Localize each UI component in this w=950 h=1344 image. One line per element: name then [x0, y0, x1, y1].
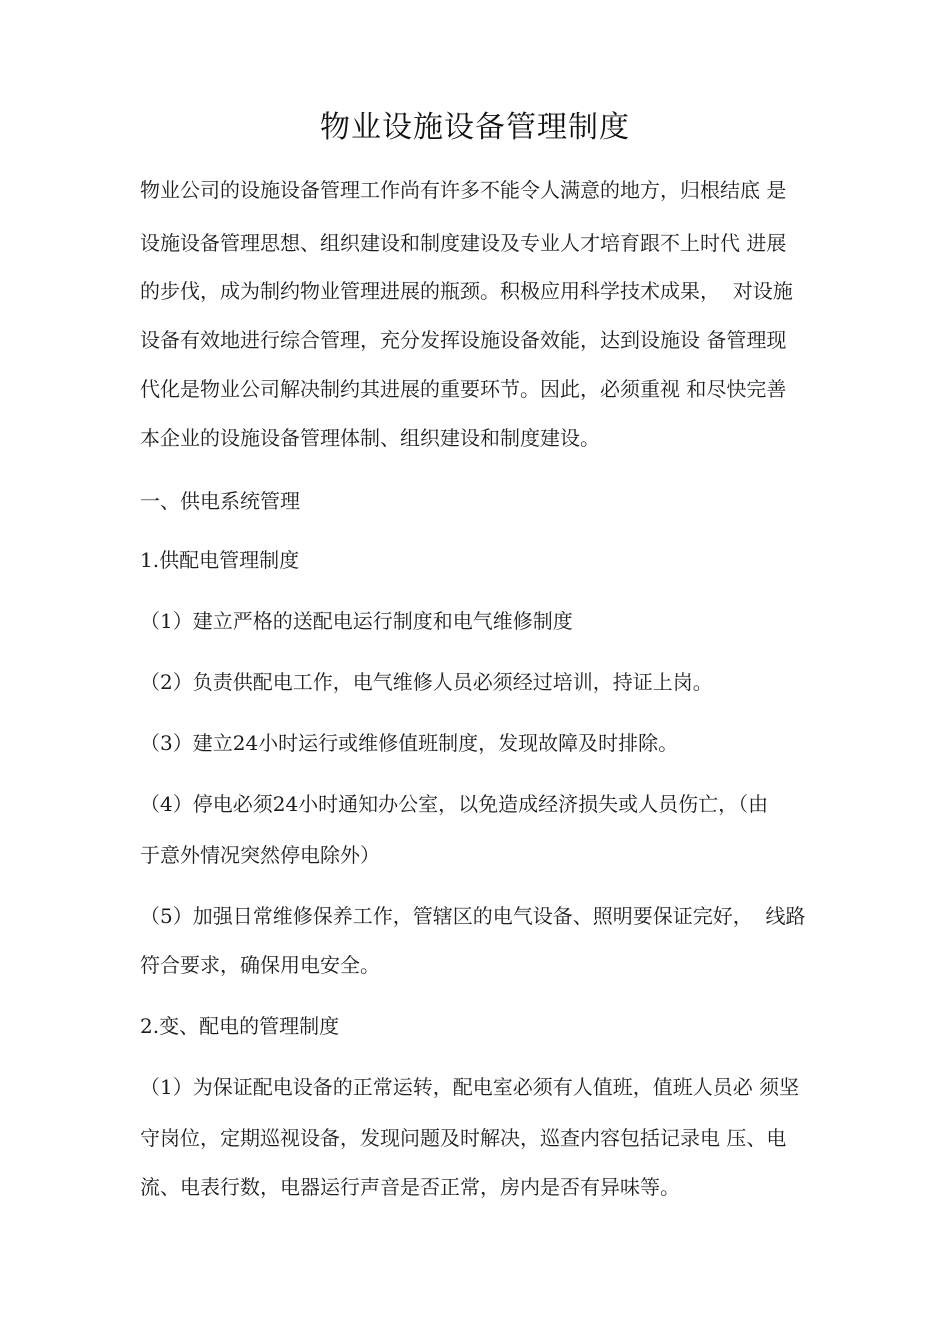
- list-item-2-1-line-3: 流、电表行数，电器运行声音是否正常，房内是否有异味等。: [140, 1175, 680, 1199]
- document-title: 物业设施设备管理制度: [320, 110, 630, 145]
- intro-line-2: 设施设备管理思想、组织建设和制度建设及专业人才培育跟不上时代 进展: [140, 231, 787, 255]
- list-item-1-4-line-2: 于意外情况突然停电除外）: [140, 843, 380, 867]
- list-item-1-1: （1）建立严格的送配电运行制度和电气维修制度: [140, 609, 573, 633]
- intro-line-6: 本企业的设施设备管理体制、组织建设和制度建设。: [140, 426, 600, 450]
- intro-line-3: 的步伐，成为制约物业管理进展的瓶颈。积极应用科学技术成果， 对设施: [140, 279, 793, 303]
- list-item-1-5-line-2: 符合要求，确保用电安全。: [140, 953, 380, 977]
- intro-line-1: 物业公司的设施设备管理工作尚有许多不能令人满意的地方，归根结底 是: [140, 178, 787, 202]
- subsection-heading-distribution: 1.供配电管理制度: [140, 548, 300, 572]
- list-item-2-1-line-1: （1）为保证配电设备的正常运转，配电室必须有人值班，值班人员必 须坚: [140, 1075, 800, 1099]
- list-item-2-1-line-2: 守岗位，定期巡视设备，发现问题及时解决，巡查内容包括记录电 压、电: [140, 1126, 787, 1150]
- list-item-1-2: （2）负责供配电工作，电气维修人员必须经过培训，持证上岗。: [140, 670, 713, 694]
- subsection-heading-substation: 2.变、配电的管理制度: [140, 1014, 340, 1038]
- list-item-1-5-line-1: （5）加强日常维修保养工作，管辖区的电气设备、照明要保证完好， 线路: [140, 904, 806, 928]
- section-heading-power-supply: 一、供电系统管理: [140, 489, 300, 513]
- intro-line-4: 设备有效地进行综合管理，充分发挥设施设备效能，达到设施设 备管理现: [140, 328, 787, 352]
- list-item-1-3: （3）建立24小时运行或维修值班制度，发现故障及时排除。: [140, 731, 679, 755]
- intro-line-5: 代化是物业公司解决制约其进展的重要环节。因此，必须重视 和尽快完善: [140, 377, 787, 401]
- list-item-1-4-line-1: （4）停电必须24小时通知办公室，以免造成经济损失或人员伤亡，（由: [140, 792, 769, 816]
